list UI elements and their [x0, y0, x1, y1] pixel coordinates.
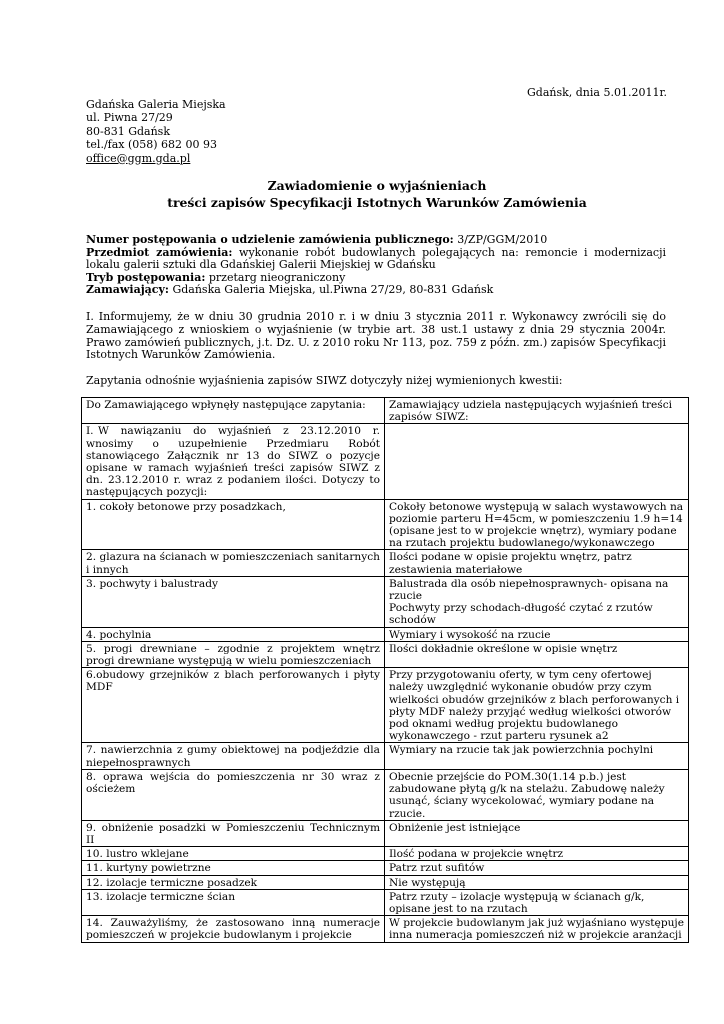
answer-cell: Obecnie przejście do POM.30(1.14 p.b.) jest zabudowane płytą g/k na stelażu. Zabudowę należy usunąć, ściany wycekolować, wymiary podane na rzucie.: [385, 769, 689, 820]
procurement-buyer-label: Zamawiający:: [86, 283, 169, 296]
table-header-questions: Do Zamawiającego wpłynęły następujące zapytania:: [82, 398, 385, 424]
procurement-number-label: Numer postępowania o udzielenie zamówienia publicznego:: [86, 233, 454, 246]
question-cell: 3. pochwyty i balustrady: [82, 576, 385, 627]
table-row: [82, 847, 689, 861]
question-cell: 7. nawierzchnia z gumy obiektowej na podjeździe dla niepełnosprawnych: [82, 743, 385, 769]
answer-cell: W projekcie budowlanym jak już wyjaśniano występuje inna numeracja pomieszczeń niż w projekcie aranżacji: [385, 916, 689, 942]
question-cell: 10. lustro wklejane: [82, 847, 385, 861]
sender-phone: tel./fax (058) 682 00 93: [86, 138, 218, 152]
intro-paragraph: I. Informujemy, że w dniu 30 grudnia 2010 r. i w dniu 3 stycznia 2011 r. Wykonawcy zwrócili się do Zamawiającego z wnioskiem o wyjaśnienie (w trybie art. 38 ust.1 ustawy z dnia 29 stycznia 2004r. Prawo zamówień publicznych, j.t. Dz. U. z 2010 roku Nr 113, poz. 759 z późn. zm.) zapisów Specyfikacji Istotnych Warunków Zamówienia.: [86, 310, 666, 362]
section-question-cell: [82, 424, 385, 499]
sender-street: ul. Piwna 27/29: [86, 111, 173, 125]
question-cell: 2. glazura na ścianach w pomieszczeniach sanitarnych i innych: [82, 550, 385, 576]
letter-date: Gdańsk, dnia 5.01.2011r.: [526, 86, 667, 99]
procurement-subject-value: wykonanie robót budowlanych polegających na: remoncie i modernizacji lokalu galerii sztuki dla Gdańskiej Galerii Miejskiej w Gdańsku: [86, 245, 667, 271]
answer-cell: Wymiary i wysokość na rzucie: [385, 627, 689, 641]
section-numeral: I.: [86, 425, 94, 438]
question-cell: 9. obniżenie posadzki w Pomieszczeniu Technicznym II: [82, 820, 385, 846]
procurement-buyer-value: Gdańska Galeria Miejska, ul.Piwna 27/29, 80-831 Gdańsk: [168, 283, 494, 296]
questions-intro: Zapytania odnośnie wyjaśnienia zapisów SIWZ dotyczyły niżej wymienionych kwestii:: [86, 374, 563, 387]
question-cell: 5. progi drewniane – zgodnie z projektem wnętrz progi drewniane występują w wielu pomieszczeniach: [82, 641, 385, 667]
procurement-mode-label: Tryb postępowania:: [86, 270, 206, 284]
answer-cell: Balustrada dla osób niepełnosprawnych- opisana na rzucie Pochwyty przy schodach-długość czytać z rzutów schodów: [385, 576, 689, 627]
procurement-subject-label: Przedmiot zamówienia:: [86, 245, 233, 259]
procurement-buyer: [86, 284, 666, 297]
table-section-row: [82, 424, 689, 499]
table-header-answers: Zamawiający udziela następujących wyjaśnień treści zapisów SIWZ:: [385, 398, 689, 424]
sender-city: 80-831 Gdańsk: [86, 124, 170, 138]
table-row: [82, 576, 689, 627]
procurement-mode-value: przetarg nieograniczony: [205, 270, 346, 284]
table-row: [82, 916, 689, 942]
table-header-row: [82, 398, 689, 424]
answer-cell: Przy przygotowaniu oferty, w tym ceny ofertowej należy uwzględnić wykonanie obudów przy czym wielkości obudów grzejników z blach perforowanych i płyty MDF należy przyjąć według wielkości otworów pod oknami według projektu budowlanego wykonawczego - rzut parteru rysunek a2: [385, 668, 689, 743]
section-answer-cell: [385, 424, 689, 499]
sender-address-block: [86, 98, 226, 165]
section-text: W nawiązaniu do wyjaśnień z 23.12.2010 r. wnosimy o uzupełnienie Przedmiaru Robót stanowiącego Załącznik nr 13 do SIWZ o pozycje opisane w ramach wyjaśnień treści zapisów SIWZ z dn. 23.12.2010 r. wraz z podaniem ilości. Dotyczy to następujących pozycji:: [86, 425, 380, 499]
answer-cell: Nie występują: [385, 875, 689, 889]
answer-cell: Patrz rzut sufitów: [385, 861, 689, 875]
answer-cell: Wymiary na rzucie tak jak powierzchnia pochylni: [385, 743, 689, 769]
question-cell: 4. pochylnia: [82, 627, 385, 641]
answer-cell: Ilości podane w opisie projektu wnętrz, patrz zestawienia materiałowe: [385, 550, 689, 576]
table-row: [82, 627, 689, 641]
question-cell: 12. izolacje termiczne posadzek: [82, 875, 385, 889]
procurement-subject: [86, 247, 666, 272]
answer-cell: Cokoły betonowe występują w salach wystawowych na poziomie parteru H=45cm, w pomieszczeniu 1.9 h=14 (opisane jest to w projekcie wnętrz), wymiary podane na rzutach projektu budowlanego/wykonawczego: [385, 499, 689, 550]
table-row: [82, 889, 689, 915]
question-cell: 14. Zauważyliśmy, że zastosowano inną numeracje pomieszczeń w projekcie budowlanym i projekcie: [82, 916, 385, 942]
question-cell: 8. oprawa wejścia do pomieszczenia nr 30 wraz z ościeżem: [82, 769, 385, 820]
table-row: [82, 861, 689, 875]
procurement-details: [86, 234, 666, 297]
table-row: [82, 743, 689, 769]
answer-cell: Obniżenie jest istniejące: [385, 820, 689, 846]
document-title-line2: treści zapisów Specyfikacji Istotnych Warunków Zamówienia: [167, 195, 587, 210]
questions-answers-table: [81, 397, 689, 943]
table-row: [82, 769, 689, 820]
answer-cell: Patrz rzuty – izolacje występują w ścianach g/k, opisane jest to na rzutach: [385, 889, 689, 915]
table-row: [82, 550, 689, 576]
question-cell: 13. izolacje termiczne ścian: [82, 889, 385, 915]
document-title-line1: Zawiadomienie o wyjaśnieniach: [267, 178, 487, 193]
table-row: [82, 499, 689, 550]
question-cell: 6.obudowy grzejników z blach perforowanych i płyty MDF: [82, 668, 385, 743]
procurement-number-value: 3/ZP/GGM/2010: [453, 233, 548, 246]
sender-email-link[interactable]: office@ggm.gda.pl: [86, 151, 191, 165]
table-row: [82, 668, 689, 743]
sender-name: Gdańska Galeria Miejska: [86, 98, 226, 111]
table-row: [82, 641, 689, 667]
answer-cell: Ilości dokładnie określone w opisie wnętrz: [385, 641, 689, 667]
answer-cell: Ilość podana w projekcie wnętrz: [385, 847, 689, 861]
table-row: [82, 820, 689, 846]
table-row: [82, 875, 689, 889]
question-cell: 11. kurtyny powietrzne: [82, 861, 385, 875]
question-cell: 1. cokoły betonowe przy posadzkach,: [82, 499, 385, 550]
